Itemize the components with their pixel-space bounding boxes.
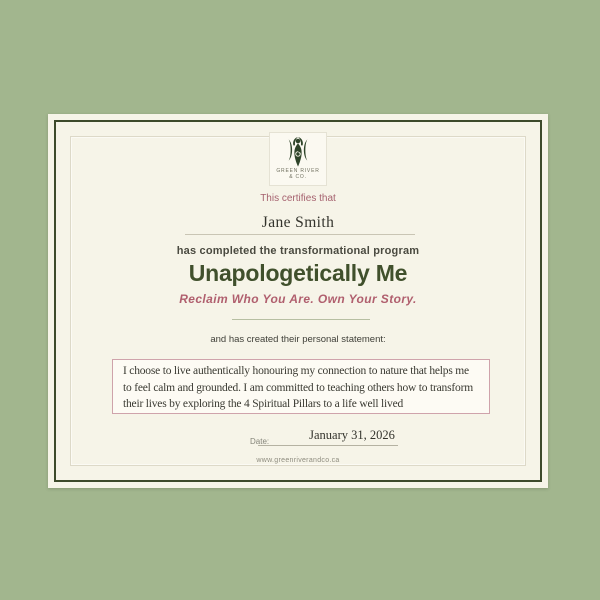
certifies-label: This certifies that [260, 193, 336, 204]
certificate-card [48, 114, 548, 488]
date-underline [258, 445, 398, 446]
website-url: www.greenriverandco.ca [256, 457, 340, 464]
section-divider [232, 319, 370, 320]
statement-label: and has created their personal statement: [210, 334, 386, 345]
brand-name-line1: GREEN RIVER [276, 168, 320, 174]
personal-statement-box: I choose to live authentically honouring my connection to nature that helps me to feel calm and grounded. I am committed to teaching others how to transform their lives by exploring the 4 Spiritual Pillars to a life well lived [112, 359, 490, 414]
recipient-name: Jane Smith [261, 214, 335, 231]
goddess-triple-moon-icon [278, 136, 318, 168]
brand-name-line2: & CO. [289, 174, 307, 180]
program-title: Unapologetically Me [188, 260, 408, 286]
recipient-name-underline [185, 234, 415, 235]
completed-label: has completed the transformational program [176, 245, 420, 257]
date-value: January 31, 2026 [309, 428, 395, 442]
program-tagline: Reclaim Who You Are. Own Your Story. [179, 292, 417, 306]
brand-logo [269, 132, 327, 186]
date-label: Date: [250, 437, 270, 446]
